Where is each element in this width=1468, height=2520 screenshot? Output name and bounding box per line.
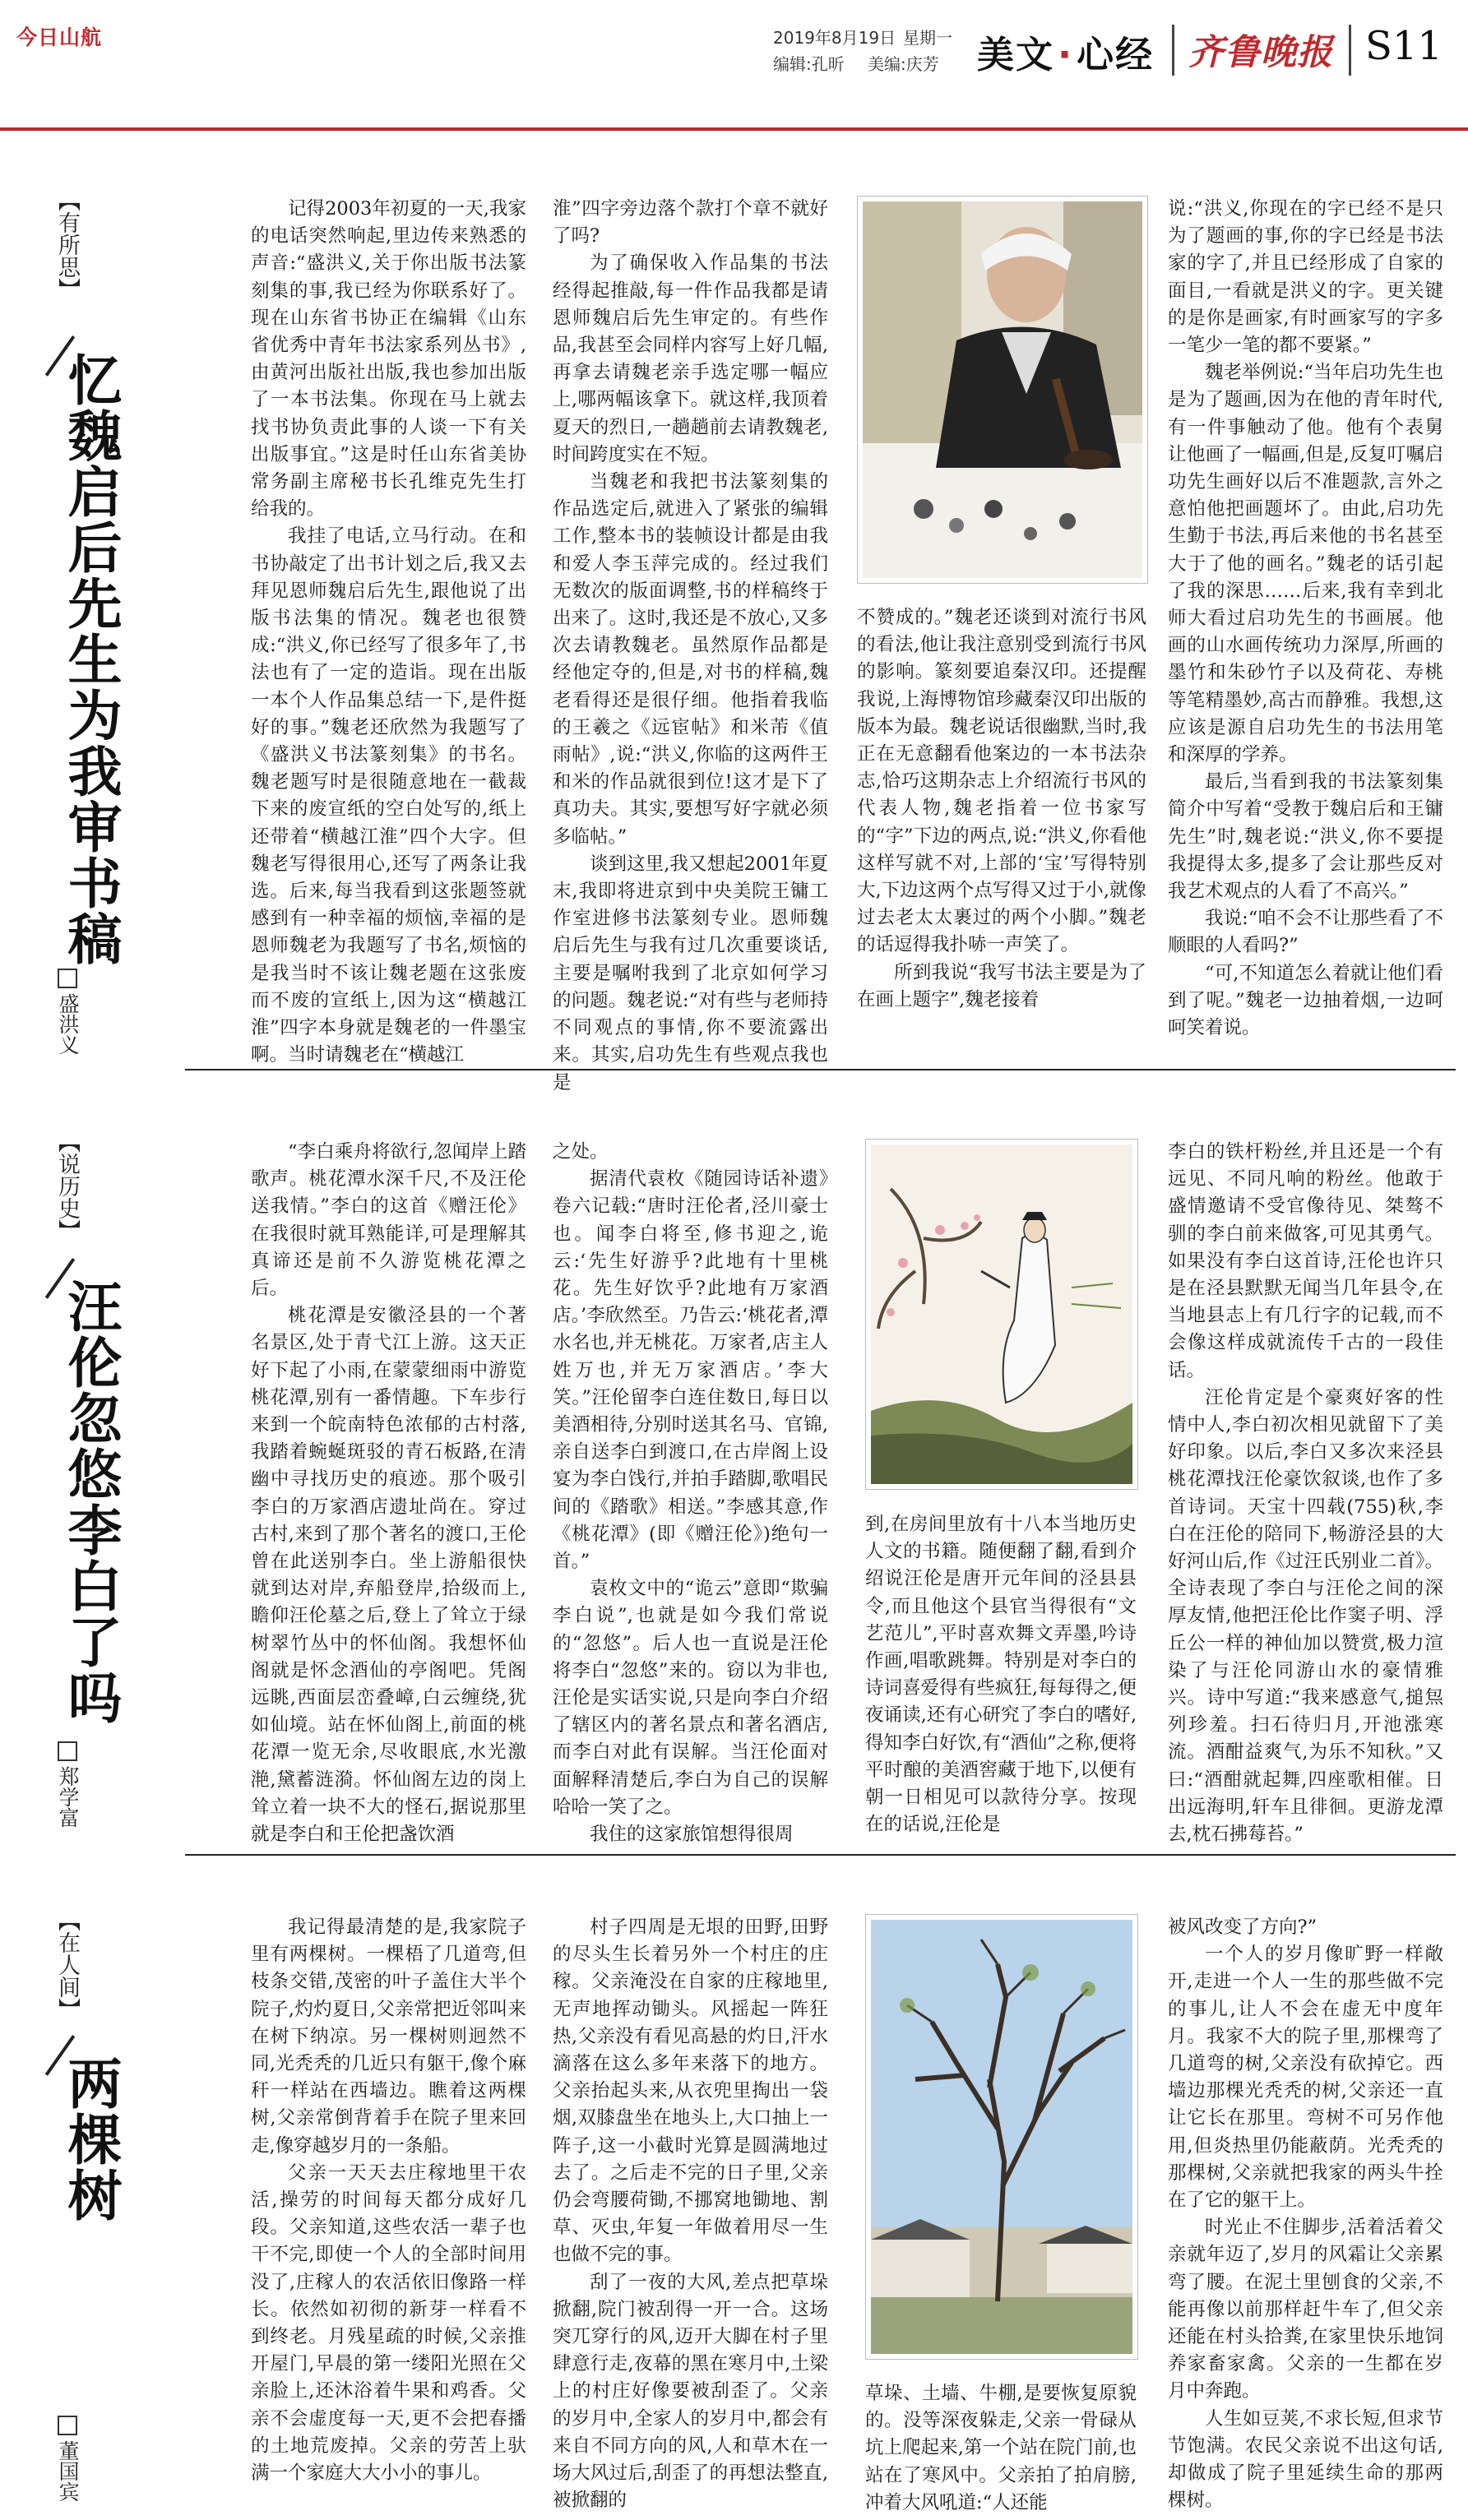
paragraph: “可,不知道怎么着就让他们看到了呢。”魏老一边抽着烟,一边呵呵笑着说。	[1168, 962, 1443, 1039]
article2-painting	[865, 1139, 1138, 1490]
article1-column-2	[553, 196, 828, 1094]
article1-section-label: 【有所思】	[54, 189, 80, 300]
paragraph: 我说:“咱不会不让那些看了不顺眼的人看吗?”	[1168, 908, 1443, 957]
paragraph: 所到我说“我写书法主要是为了在画上题字”,魏老接着	[857, 961, 1146, 1010]
editor-credit: 编辑:孔昕	[773, 54, 845, 74]
paragraph: 说:“洪义,你现在的字已经不是只为了题画的事,你的字已经是书法家的字了,并且已经形成了自家的面目,一看就是洪义的字。更关键的是你是画家,有时画家写的字多一笔少一笔的都不要紧。”	[1168, 198, 1443, 357]
header-separator	[1172, 25, 1174, 76]
article1-column-4	[1168, 196, 1443, 1039]
article1-headline: 忆魏启后先生为我审书稿	[58, 352, 122, 967]
paragraph: 据清代袁枚《随园诗话补遗》卷六记载:“唐时汪伦者,泾川豪士也。闻李白将至,修书迎之,诡云:‘先生好游乎?此地有十里桃花。先生好饮乎?此地有万家酒店。’李欣然至。乃告云:‘桃花者,潭水名也,并无桃花。万家者,店主人姓万也,并无万家酒店。’李大笑。”汪伦留李白连住数日,每日以美酒相待,分别时送其名马、官锦,亲自送李白到渡口,在古岸阁上设宴为李白饯行,并拍手踏脚,歌唱民间的《踏歌》相送。”李感其意,作《桃花潭》(即《赠汪伦》)绝句一首。”	[553, 1168, 828, 1573]
designer-credit: 美编:庆芳	[868, 54, 939, 74]
paragraph: 谈到这里,我又想起2001年夏末,我即将进京到中央美院王镛工作室进修书法篆刻专业。恩师魏启后先生与我有过几次重要谈话,主要是嘱咐我到了北京如何学习的问题。魏老说:“对有些与老师持不同观点的事情,你不要流露出来。其实,启功先生有些观点我也是	[553, 853, 828, 1094]
article3-author-name: 董国宾	[56, 2440, 80, 2502]
author-box-icon	[58, 2416, 77, 2435]
article3-column-1	[251, 1914, 526, 2498]
paragraph: 不赞成的。”魏老还谈到对流行书风的看法,他让我注意别受到流行书风的影响。篆刻要追秦汉印。还提醒我说,上海博物馆珍藏秦汉印出版的版本为最。魏老说话很幽默,当时,我正在无意翻看他案边的一本书法杂志,恰巧这期杂志上介绍流行书风的代表人物,魏老指着一位书家写的“字”下边的两点,说:“洪义,你看他这样写就不对,上部的‘宝’写得特别大,下边这两个点写得又过于小,就像过去老太太裹过的两个小脚。”魏老的话逗得我扑哧一声笑了。	[857, 607, 1146, 956]
article1-photo	[857, 196, 1148, 584]
article2-column-4	[1168, 1139, 1443, 1846]
calligrapher-photo-icon	[858, 197, 1147, 583]
article3-section-label: 【在人间】	[54, 1909, 80, 2020]
paragraph: 汪伦肯定是个豪爽好客的性情中人,李白初次相见就留下了美好印象。以后,李白又多次来泾县桃花潭找汪伦豪饮叙谈,也作了多首诗词。天宝十四载(755)秋,李白在汪伦的陪同下,畅游泾县的大好河山后,作《过汪氏别业二首》。全诗表现了李白与汪伦之间的深厚友情,他把汪伦比作窦子明、浮丘公一样的神仙加以赞赏,极力渲染了与汪伦同游山水的豪情雅兴。诗中写道:“我来感意气,搥炰列珍羞。扫石待归月,开池涨寒流。酒酣益爽气,为乐不知秋。”又曰:“酒酣就起舞,四座歌相催。日出远海明,轩车且徘徊。更游龙潭去,枕石拂莓苔。”	[1168, 1386, 1443, 1846]
paragraph: 我记得最清楚的是,我家院子里有两棵树。一棵梧了几道弯,但枝条交错,茂密的叶子盖住大半个院子,灼灼夏日,父亲常把近邻叫来在树下纳凉。另一棵树则迥然不同,光秃秃的几近只有躯干,像个麻秆一样站在西墙边。瞧着这两棵树,父亲常倒背着手在院子里来回走,像穿越岁月的一条船。	[251, 1917, 526, 2157]
paragraph: 父亲一天天去庄稼地里干农活,操劳的时间每天都分成好几段。父亲知道,这些农活一辈子也干不完,即使一个人的全部时间用没了,庄稼人的农活依旧像路一样长。依然如初彻的新芽一样看不到终老。月残星疏的时候,父亲推开屋门,早晨的第一缕阳光照在父亲脸上,还沐浴着牛果和鸡香。父亲不会虚度每一天,更不会把春播的土地荒废掉。父亲的劳苦上驮满一个家庭大大小小的事儿。	[251, 2162, 526, 2485]
article3-column-3	[865, 2380, 1137, 2513]
paragraph: 袁枚文中的“诡云”意即“欺骗李白说”,也就是如今我们常说的“忽悠”。后人也一直说是汪伦将李白“忽悠”来的。窃以为非也,汪伦是实话实说,只是向李白介绍了辖区内的著名景点和著名酒店,而李白对此有误解。当汪伦面对面解释清楚后,李白为自己的误解哈哈一笑了之。	[553, 1578, 828, 1818]
article3-author	[58, 2416, 78, 2502]
article3-photo	[865, 1914, 1138, 2360]
author-box-icon	[58, 969, 77, 988]
paragraph: 记得2003年初夏的一天,我家的电话突然响起,里边传来熟悉的声音:“盛洪义,关于你出版书法篆刻集的事,我已经为你联系好了。现在山东省书协正在编辑《山东省优秀中青年书法家系列丛书》,由黄河出版社出版,我也参加出版了一本书法集。你现在马上就去找书协负责此事的人谈一下有关出版事宜。”这是时任山东省美协常务副主席秘书长孔维克先生打给我的。	[251, 198, 526, 520]
article3-column-4	[1168, 1914, 1443, 2512]
paragraph: 桃花潭是安徽泾县的一个著名景区,处于青弋江上游。这天正好下起了小雨,在蒙蒙细雨中游览桃花潭,别有一番情趣。下车步行来到一个皖南特色浓郁的古村落,我踏着蜿蜒斑驳的青石板路,在清幽中寻找历史的痕迹。那个吸引李白的万家酒店遗址尚在。穿过古村,来到了那个著名的渡口,王伦曾在此送别李白。坐上游船很快就到达对岸,弃船登岸,拾级而上,瞻仰汪伦墓之后,登上了耸立于绿树翠竹丛中的怀仙阁。我想怀仙阁就是怀念酒仙的亭阁吧。凭阁远眺,西面层峦叠嶂,白云缠绕,犹如仙境。站在怀仙阁上,前面的桃花潭一览无余,尽收眼底,水光激滟,黛蓄涟漪。怀仙阁左边的岗上耸立着一块不大的怪石,据说那里就是李白和王伦把盏饮酒	[251, 1305, 526, 1846]
page-number: S11	[1365, 23, 1443, 69]
newspaper-logo: 齐鲁晚报	[1188, 32, 1333, 73]
paragraph: 魏老举例说:“当年启功先生也是为了题画,因为在他的青年时代,有一件事触动了他。他有个表舅让他画了一幅画,但是,反复叮嘱启功先生画好以后不准题款,言外之意怕他把画题坏了。由此,启功先生勤于书法,再后来他的书名甚至大于了他的画名。”魏老的话引起了我的深思……后来,我有幸到北师大看过启功先生的书画展。他画的山水画传统功力深厚,所画的墨竹和朱砂竹子以及荷花、寿桃等笔精墨妙,高古而静雅。我想,这应该是源自启功先生的书法用笔和深厚的学养。	[1168, 362, 1443, 766]
paragraph: 之处。	[553, 1141, 609, 1163]
tree-photo-icon	[866, 1915, 1137, 2359]
article1-author-name: 盛洪义	[56, 993, 80, 1055]
channel-label: 今日山航	[16, 25, 103, 49]
article2-column-1	[251, 1139, 526, 1846]
article-divider	[185, 1069, 1456, 1070]
paragraph: 一个人的岁月像旷野一样敞开,走进一个人一生的那些做不完的事儿,让人不会在虚无中度年月。我家不大的院子里,那棵弯了几道弯的树,父亲没有砍掉它。西墙边那棵光秃秃的树,父亲还一直让它长在那里。弯树不可另作他用,但炎热里仍能蔽荫。光秃秃的那棵树,父亲就把我家的两头牛拴在了它的躯干上。	[1168, 1944, 1443, 2212]
paragraph: 刮了一夜的大风,差点把草垛掀翻,院门被刮得一开一合。这场突兀穿行的风,迈开大脚在村子里肆意行走,夜幕的黑在寒月中,土梁上的村庄好像要被刮歪了。父亲的岁月中,全家人的岁月中,都会有来自不同方向的风,人和草木在一场大风过后,刮歪了的再想法整直,被掀翻的	[553, 2271, 828, 2512]
article1-column-1	[251, 196, 526, 1066]
paragraph: 为了确保收入作品集的书法经得起推敲,每一件作品我都是请恩师魏启后先生审定的。有些作品,我甚至会同样内容写上好几幅,再拿去请魏老亲手选定哪一幅应上,哪两幅该拿下。就这样,我顶着夏天的烈日,一趟趟前去请教魏老,时间跨度实在不短。	[553, 252, 828, 465]
section-title	[977, 25, 1154, 78]
article3-column-2	[553, 1914, 828, 2512]
paragraph: 最后,当看到我的书法篆刻集简介中写着“受教于魏启后和王镛先生”时,魏老说:“洪义,你不要提我提得太多,提多了会让那些反对我艺术观点的人看了不高兴。”	[1168, 771, 1443, 903]
paragraph: 我住的这家旅馆想得很周	[590, 1824, 794, 1846]
article2-section-label: 【说历史】	[54, 1131, 80, 1242]
article2-author	[58, 1741, 78, 1828]
article2-column-3	[865, 1511, 1137, 1836]
paragraph: 人生如豆荚,不求长短,但求节节饱满。农民父亲说不出这句话,却做成了院子里延续生命的那两棵树。	[1168, 2407, 1443, 2512]
article2-headline: 汪伦忽悠李白了吗	[58, 1278, 122, 1726]
paragraph: 我挂了电话,立马行动。在和书协敲定了出书计划之后,我又去拜见恩师魏启后先生,跟他说了出版书法集的情况。魏老也很赞成:“洪义,你已经写了很多年了,书法也有了一定的造诣。现在出版一本个人作品集总结一下,是件挺好的事。”魏老还欣然为我题写了《盛洪义书法篆刻集》的书名。魏老题写时是很随意地在一截裁下来的废宣纸的空白处写的,纸上还带着“横越江淮”四个大字。但魏老写得很用心,还写了两条让我选。后来,每当我看到这张题签就感到有一种幸福的烦恼,幸福的是恩师魏老为我题写了书名,烦恼的是我当时不该让魏老题在这张废而不废的宣纸上,因为这“横越江淮”四字本身就是魏老的一件墨宝啊。当时请魏老在“横越江	[251, 525, 526, 1066]
header-rule	[0, 127, 1468, 131]
paragraph: 到,在房间里放有十八本当地历史人文的书籍。随便翻了翻,看到介绍说汪伦是唐开元年间的泾县县令,而且他这个县官当得很有“文艺范儿”,平时喜欢舞文弄墨,吟诗作画,唱歌跳舞。特别是对李白的诗词喜爱得有些疯狂,每每得之,便夜诵读,还有心研究了李白的嗜好,得知李白好饮,有“酒仙”之称,便将平时酿的美酒窖藏于地下,以便有朝一日相见可以款待分享。按现在的话说,汪伦是	[865, 1514, 1137, 1836]
section-title-dot: ·	[1058, 33, 1074, 76]
paragraph: “李白乘舟将欲行,忽闻岸上踏歌声。桃花潭水深千尺,不及汪伦送我情。”李白的这首《赠汪伦》在我很时就耳熟能详,可是理解其真谛还是前不久游览桃花潭之后。	[251, 1141, 526, 1300]
article1-author	[58, 969, 78, 1055]
issue-date: 2019年8月19日	[773, 28, 896, 48]
paragraph: 李白的铁杆粉丝,并且还是一个有远见、不同凡响的粉丝。他敢于盛情邀请不受官像待见、桀骜不驯的李白前来做客,可见其勇气。如果没有李白这首诗,汪伦也许只是在泾县默默无闻当几年县令,在当地县志上有几行字的记载,而不会像这样成就流传千古的一段佳话。	[1168, 1141, 1443, 1381]
li-bai-painting-icon	[866, 1140, 1137, 1489]
article1-column-3	[857, 604, 1146, 1028]
article2-column-2	[553, 1139, 828, 1846]
paragraph: 村子四周是无垠的田野,田野的尽头生长着另外一个村庄的庄稼。父亲淹没在自家的庄稼地里,无声地挥动锄头。风摇起一阵狂热,父亲没有看见高悬的灼日,汗水滴落在这么多年来落下的地方。父亲抬起头来,从衣兜里掏出一袋烟,双膝盘坐在地头上,大口抽上一阵子,这一小截时光算是圆满地过去了。之后走不完的日子里,父亲仍会弯腰荷锄,不挪窝地锄地、割草、灭虫,年复一年做着用尽一生也做不完的事。	[553, 1917, 828, 2266]
author-box-icon	[58, 1741, 77, 1761]
article3-headline: 两棵树	[58, 2055, 122, 2223]
paragraph: 草垛、土墙、牛棚,是要恢复原貌的。没等深夜躲走,父亲一骨碌从坑上爬起来,第一个站在院门前,也站在了寒风中。父亲拍了拍肩膀,冲着大风吼道:“人还能	[865, 2383, 1137, 2513]
paragraph: 当魏老和我把书法篆刻集的作品选定后,就进入了紧张的编辑工作,整本书的装帧设计都是由我和爱人李玉萍完成的。经过我们无数次的版面调整,书的样稿终于出来了。这时,我还是不放心,又多次去请教魏老。虽然原作品都是经他定夺的,但是,对书的样稿,魏老看得还是很仔细。他指着我临的王羲之《远宦帖》和米芾《值雨帖》,说:“洪义,你临的这两件王和米的作品就很到位!这才是下了真功夫。其实,要想写好字就必须多临帖。”	[553, 471, 828, 848]
issue-weekday: 星期一	[903, 28, 952, 48]
header-separator-2	[1349, 25, 1351, 76]
section-title-b: 心经	[1077, 33, 1155, 76]
paragraph: 被风改变了方向?”	[1168, 1917, 1317, 1938]
article2-author-name: 郑学富	[56, 1766, 80, 1828]
paragraph: 时光止不住脚步,活着活着父亲就年迈了,岁月的风霜让父亲累弯了腰。在泥土里刨食的父亲,不能再像以前那样赶牛车了,但父亲还能在村头拾粪,在家里快乐地饲养家畜家禽。父亲的一生都在岁月中奔跑。	[1168, 2217, 1443, 2402]
article-divider	[185, 1854, 1456, 1856]
paragraph: 淮”四字旁边落个款打个章不就好了吗?	[553, 198, 828, 247]
section-title-a: 美文	[977, 33, 1055, 76]
